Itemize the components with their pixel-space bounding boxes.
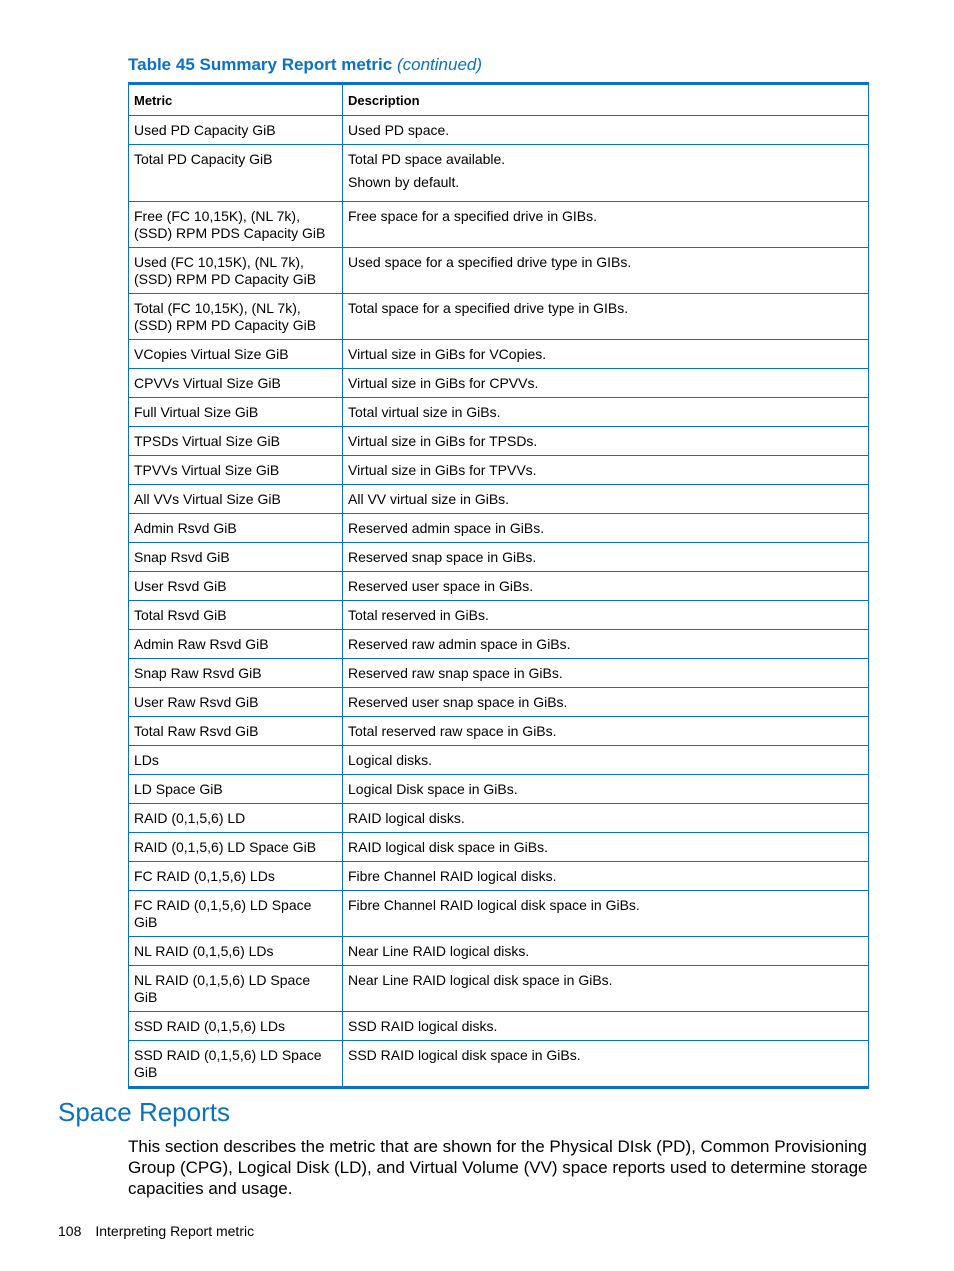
description-cell (343, 891, 869, 937)
metric-cell: VCopies Virtual Size GiB (129, 340, 343, 369)
description-line: Virtual size in GiBs for CPVVs. (348, 375, 539, 391)
table-row (129, 688, 869, 717)
table-row (129, 630, 869, 659)
description-line: Virtual size in GiBs for TPSDs. (348, 433, 538, 449)
description-line: Total reserved raw space in GiBs. (348, 723, 557, 739)
table-row (129, 145, 869, 202)
description-line: Used PD space. (348, 122, 450, 138)
description-cell (343, 1012, 869, 1041)
description-cell (343, 572, 869, 601)
table-row (129, 804, 869, 833)
metric-cell: RAID (0,1,5,6) LD (129, 804, 343, 833)
metric-cell: TPSDs Virtual Size GiB (129, 427, 343, 456)
table-row (129, 572, 869, 601)
table-row (129, 340, 869, 369)
metric-cell: SSD RAID (0,1,5,6) LDs (129, 1012, 343, 1041)
caption-continued: (continued) (396, 55, 483, 74)
description-line: Total virtual size in GiBs. (348, 404, 501, 420)
table-row (129, 601, 869, 630)
table-row (129, 398, 869, 427)
table-row (129, 775, 869, 804)
description-line: Reserved user snap space in GiBs. (348, 694, 568, 710)
description-line: RAID logical disk space in GiBs. (348, 839, 548, 855)
description-line: All VV virtual size in GiBs. (348, 491, 510, 507)
table-row (129, 485, 869, 514)
table-row (129, 746, 869, 775)
description-line: Total PD space available. (348, 151, 506, 167)
table-row (129, 369, 869, 398)
column-header-description: Description (343, 84, 869, 116)
metric-cell: LD Space GiB (129, 775, 343, 804)
description-line: Reserved admin space in GiBs. (348, 520, 545, 536)
table-row (129, 659, 869, 688)
metric-cell: SSD RAID (0,1,5,6) LD Space GiB (129, 1041, 343, 1088)
metric-cell: FC RAID (0,1,5,6) LDs (129, 862, 343, 891)
description-cell (343, 116, 869, 145)
description-cell (343, 862, 869, 891)
description-cell (343, 369, 869, 398)
metric-cell: All VVs Virtual Size GiB (129, 485, 343, 514)
description-line: Near Line RAID logical disk space in GiBs. (348, 972, 613, 988)
metric-cell: FC RAID (0,1,5,6) LD Space GiB (129, 891, 343, 937)
table-body (129, 116, 869, 1088)
description-cell (343, 202, 869, 248)
table-caption (128, 55, 482, 75)
metric-cell: Free (FC 10,15K), (NL 7k), (SSD) RPM PDS Capacity GiB (129, 202, 343, 248)
metric-cell: Admin Rsvd GiB (129, 514, 343, 543)
page-footer (58, 1223, 254, 1239)
description-line: Virtual size in GiBs for TPVVs. (348, 462, 537, 478)
table-row (129, 966, 869, 1012)
description-cell (343, 1041, 869, 1088)
description-line: Logical disks. (348, 752, 433, 768)
description-cell (343, 688, 869, 717)
column-header-metric: Metric (129, 84, 343, 116)
table-row (129, 717, 869, 746)
description-line: Shown by default. (348, 174, 460, 190)
caption-title: Table 45 Summary Report metric (128, 55, 393, 74)
description-cell (343, 746, 869, 775)
table-row (129, 833, 869, 862)
description-cell (343, 248, 869, 294)
table-header-row (129, 84, 869, 116)
description-cell (343, 145, 869, 202)
metric-cell: Total (FC 10,15K), (NL 7k), (SSD) RPM PD Capacity GiB (129, 294, 343, 340)
table-row (129, 1041, 869, 1088)
description-cell (343, 966, 869, 1012)
section-heading: Space Reports (58, 1097, 230, 1127)
description-line: Total space for a specified drive type in GIBs. (348, 300, 629, 316)
metric-cell: Used PD Capacity GiB (129, 116, 343, 145)
description-line: Reserved snap space in GiBs. (348, 549, 537, 565)
description-line: Virtual size in GiBs for VCopies. (348, 346, 547, 362)
metric-cell: TPVVs Virtual Size GiB (129, 456, 343, 485)
metric-cell: Full Virtual Size GiB (129, 398, 343, 427)
description-cell (343, 775, 869, 804)
table-row (129, 116, 869, 145)
metric-cell: Used (FC 10,15K), (NL 7k), (SSD) RPM PD Capacity GiB (129, 248, 343, 294)
description-cell (343, 456, 869, 485)
description-line: Reserved raw snap space in GiBs. (348, 665, 563, 681)
description-cell (343, 514, 869, 543)
description-line: Reserved raw admin space in GiBs. (348, 636, 571, 652)
page-number: 108 (58, 1223, 82, 1239)
section-paragraph: This section describes the metric that are shown for the Physical DIsk (PD), Common Provisioning Group (CPG), Logical Disk (LD), and Virtual Volume (VV) space reports used to determine storage capacities and usage. (128, 1137, 868, 1198)
description-line: Fibre Channel RAID logical disks. (348, 868, 557, 884)
metric-cell: Admin Raw Rsvd GiB (129, 630, 343, 659)
description-cell (343, 630, 869, 659)
table-row (129, 294, 869, 340)
description-line: Total reserved in GiBs. (348, 607, 489, 623)
table-row (129, 891, 869, 937)
metric-cell: User Rsvd GiB (129, 572, 343, 601)
table-row (129, 514, 869, 543)
table-row (129, 862, 869, 891)
description-line: SSD RAID logical disks. (348, 1018, 498, 1034)
description-cell (343, 659, 869, 688)
metric-cell: User Raw Rsvd GiB (129, 688, 343, 717)
description-cell (343, 340, 869, 369)
metric-cell: NL RAID (0,1,5,6) LD Space GiB (129, 966, 343, 1012)
metric-cell: Snap Rsvd GiB (129, 543, 343, 572)
description-line: Used space for a specified drive type in GIBs. (348, 254, 632, 270)
table-row (129, 456, 869, 485)
description-line: RAID logical disks. (348, 810, 465, 826)
table-row (129, 248, 869, 294)
description-line: SSD RAID logical disk space in GiBs. (348, 1047, 581, 1063)
table-row (129, 427, 869, 456)
description-cell (343, 937, 869, 966)
description-cell (343, 398, 869, 427)
metric-cell: RAID (0,1,5,6) LD Space GiB (129, 833, 343, 862)
table-row (129, 202, 869, 248)
description-cell (343, 427, 869, 456)
metric-cell: Total Rsvd GiB (129, 601, 343, 630)
metric-cell: Total PD Capacity GiB (129, 145, 343, 202)
summary-report-metric-table (128, 82, 869, 1089)
metric-cell: CPVVs Virtual Size GiB (129, 369, 343, 398)
table-row (129, 543, 869, 572)
description-cell (343, 804, 869, 833)
description-cell (343, 833, 869, 862)
metric-cell: Snap Raw Rsvd GiB (129, 659, 343, 688)
description-line: Reserved user space in GiBs. (348, 578, 534, 594)
description-line: Near Line RAID logical disks. (348, 943, 530, 959)
metric-cell: LDs (129, 746, 343, 775)
description-line: Logical Disk space in GiBs. (348, 781, 518, 797)
description-cell (343, 717, 869, 746)
description-cell (343, 485, 869, 514)
description-cell (343, 294, 869, 340)
description-line: Fibre Channel RAID logical disk space in GiBs. (348, 897, 640, 913)
description-cell (343, 543, 869, 572)
metric-cell: NL RAID (0,1,5,6) LDs (129, 937, 343, 966)
table-row (129, 1012, 869, 1041)
footer-title: Interpreting Report metric (95, 1223, 255, 1239)
table-row (129, 937, 869, 966)
metric-cell: Total Raw Rsvd GiB (129, 717, 343, 746)
description-cell (343, 601, 869, 630)
description-line: Free space for a specified drive in GIBs. (348, 208, 597, 224)
